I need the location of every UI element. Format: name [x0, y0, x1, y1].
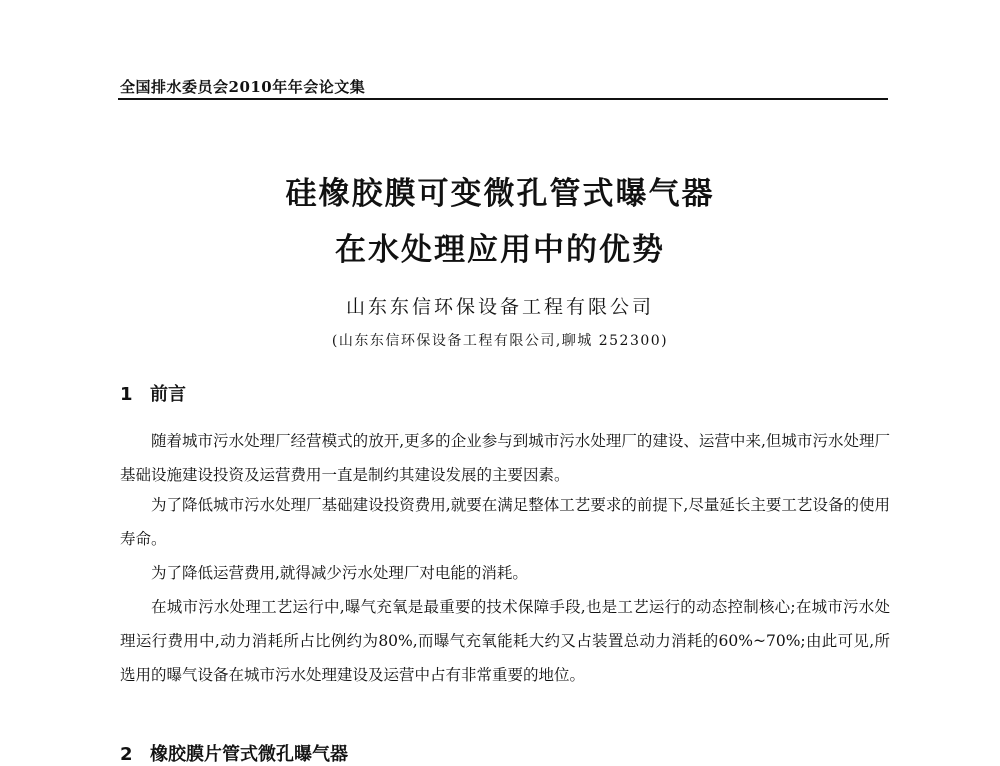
running-head: 全国排水委员会2010年年会论文集 [120, 78, 366, 96]
header-rule [118, 98, 888, 100]
paragraph-1: 随着城市污水处理厂经营模式的放开,更多的企业参与到城市污水处理厂的建设、运营中来,但城市污水处理厂基础设施建设投资及运营费用一直是制约其建设发展的主要因素。 [120, 432, 890, 484]
paper-title-line-2: 在水处理应用中的优势 [335, 232, 665, 268]
section-heading-1 [120, 380, 186, 406]
section-number: 1 [120, 384, 133, 405]
section-title: 前言 [150, 384, 186, 405]
paper-title-line-1: 硅橡胶膜可变微孔管式曝气器 [285, 176, 715, 212]
author: 山东东信环保设备工程有限公司 [345, 296, 654, 318]
section-number: 2 [120, 744, 133, 765]
paragraph-2: 为了降低城市污水处理厂基础建设投资费用,就要在满足整体工艺要求的前提下,尽量延长主要工艺设备的使用寿命。 [120, 496, 890, 548]
affiliation: (山东东信环保设备工程有限公司,聊城 252300) [331, 333, 669, 349]
paragraph-4: 在城市污水处理工艺运行中,曝气充氧是最重要的技术保障手段,也是工艺运行的动态控制核心;在城市污水处理运行费用中,动力消耗所占比例约为80%,而曝气充氧能耗大约又占装置总动力消耗的60%~70%;由此可见,所选用的曝气设备在城市污水处理建设及运营中占有非常重要的地位。 [120, 598, 890, 684]
section-heading-2 [120, 740, 348, 766]
paragraph-3: 为了降低运营费用,就得减少污水处理厂对电能的消耗。 [151, 564, 528, 582]
section-title: 橡胶膜片管式微孔曝气器 [150, 744, 348, 765]
